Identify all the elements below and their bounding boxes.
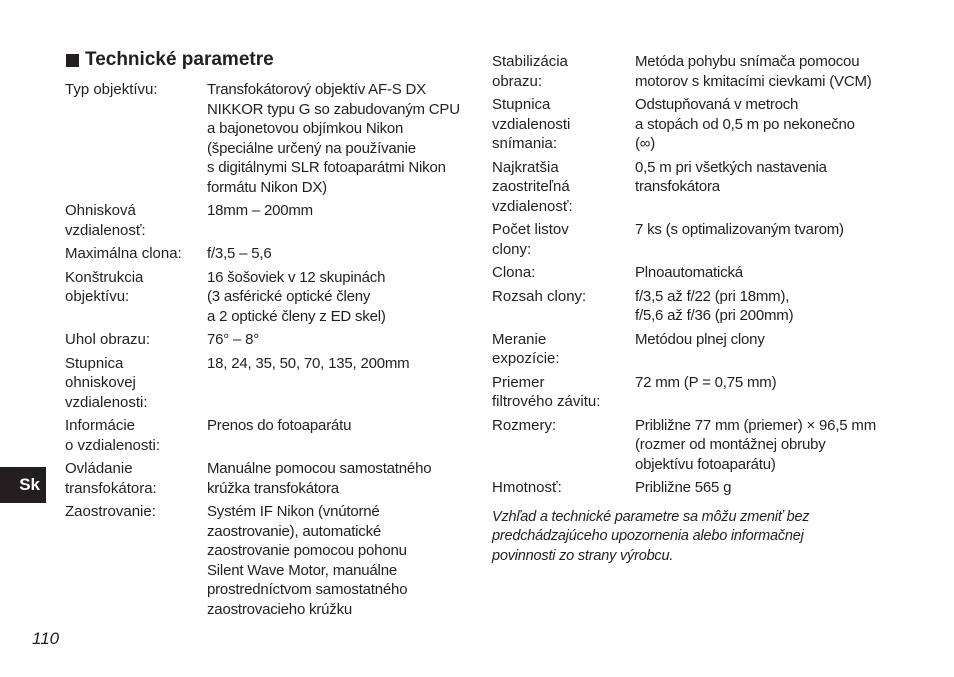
spec-term: Uhol obrazu:	[65, 331, 151, 348]
spec-term: Stabilizácia obrazu:	[492, 53, 568, 90]
spec-row	[65, 354, 465, 413]
spec-term: Maximálna clona:	[65, 245, 182, 262]
spec-row	[492, 287, 902, 326]
spec-value: f/3,5 až f/22 (pri 18mm), f/5,6 až f/36 (pri 200mm)	[635, 287, 794, 324]
spec-row	[492, 263, 902, 283]
spec-value: Manuálne pomocou samostatného krúžka transfokátora	[207, 460, 432, 497]
heading-text: Technické parametre	[85, 49, 274, 70]
spec-value: Približne 565 g	[635, 479, 732, 496]
spec-row	[492, 373, 902, 412]
spec-value: 7 ks (s optimalizovaným tvarom)	[635, 221, 844, 238]
spec-term: Stupnica ohniskovej vzdialenosti:	[65, 354, 148, 411]
spec-row	[65, 268, 465, 327]
spec-row	[492, 416, 902, 475]
spec-row	[65, 502, 465, 619]
spec-term: Informácie o vzdialenosti:	[65, 417, 161, 454]
spec-term: Rozsah clony:	[492, 287, 587, 305]
spec-value: 18mm – 200mm	[207, 202, 313, 219]
spec-row	[65, 201, 465, 240]
spec-value: f/3,5 – 5,6	[207, 245, 272, 262]
spec-row	[492, 52, 902, 91]
spec-value: Systém IF Nikon (vnútorné zaostrovanie), automatické zaostrovanie pomocou pohonu Silent Wave Motor, manuálne prostredníctvom samostatného zaostrovacieho krúžku	[207, 503, 408, 618]
spec-value: Približne 77 mm (priemer) × 96,5 mm (rozmer od montážnej obruby objektívu fotoaparátu)	[635, 416, 876, 473]
spec-term: Počet listov clony:	[492, 221, 569, 258]
language-tab: Sk	[0, 467, 46, 503]
spec-row	[65, 80, 465, 197]
spec-term: Clona:	[492, 264, 536, 281]
spec-term: Konštrukcia objektívu:	[65, 268, 144, 305]
spec-row	[65, 459, 465, 498]
spec-row	[492, 220, 902, 259]
spec-row	[492, 158, 902, 217]
spec-term: Rozmery:	[492, 416, 557, 434]
spec-term: Typ objektívu:	[65, 81, 158, 98]
spec-term: Najkratšia zaostriteľná vzdialenosť:	[492, 158, 573, 215]
spec-term: Ohnisková vzdialenosť:	[65, 202, 146, 239]
disclaimer-note: Vzhľad a technické parametre sa môžu zmeniť bez predchádzajúceho upozornenia alebo informačnej povinnosti zo strany výrobcu.	[492, 508, 810, 564]
spec-value: Transfokátorový objektív AF-S DX NIKKOR typu G so zabudovaným CPU a bajonetovou objímkou Nikon (špeciálne určený na používanie s digitálnymi SLR fotoaparátmi Nikon formátu Nikon DX)	[207, 81, 460, 196]
spec-term: Stupnica vzdialenosti snímania:	[492, 96, 571, 152]
spec-row	[65, 330, 465, 350]
spec-row	[65, 244, 465, 264]
spec-value: Metódou plnej clony	[635, 330, 765, 348]
spec-term: Hmotnosť:	[492, 479, 562, 496]
spec-value: Metóda pohybu snímača pomocou motorov s kmitacími cievkami (VCM)	[635, 53, 872, 90]
spec-term: Zaostrovanie:	[65, 503, 156, 520]
right-spec-column	[492, 52, 902, 566]
spec-value: 76° – 8°	[207, 331, 260, 348]
spec-value: 18, 24, 35, 50, 70, 135, 200mm	[207, 354, 410, 372]
spec-value: Prenos do fotoaparátu	[207, 417, 352, 434]
left-spec-column	[65, 80, 465, 623]
spec-row	[492, 330, 902, 369]
spec-row	[65, 416, 465, 455]
spec-term: Priemer filtrového závitu:	[492, 373, 601, 410]
spec-row	[492, 95, 902, 154]
section-heading	[66, 48, 274, 72]
spec-term: Ovládanie transfokátora:	[65, 460, 157, 497]
spec-term: Meranie expozície:	[492, 330, 560, 367]
spec-value: Plnoautomatická	[635, 264, 743, 281]
spec-value: 0,5 m pri všetkých nastavenia transfokátora	[635, 158, 827, 195]
spec-value: 72 mm (P = 0,75 mm)	[635, 373, 777, 391]
square-bullet-icon	[66, 54, 79, 67]
spec-value: Odstupňovaná v metroch a stopách od 0,5 m po nekonečno (∞)	[635, 96, 855, 152]
spec-row	[492, 478, 902, 498]
page-number: 110	[32, 629, 60, 648]
spec-value: 16 šošoviek v 12 skupinách (3 asférické optické členy a 2 optické členy z ED skel)	[207, 268, 386, 325]
